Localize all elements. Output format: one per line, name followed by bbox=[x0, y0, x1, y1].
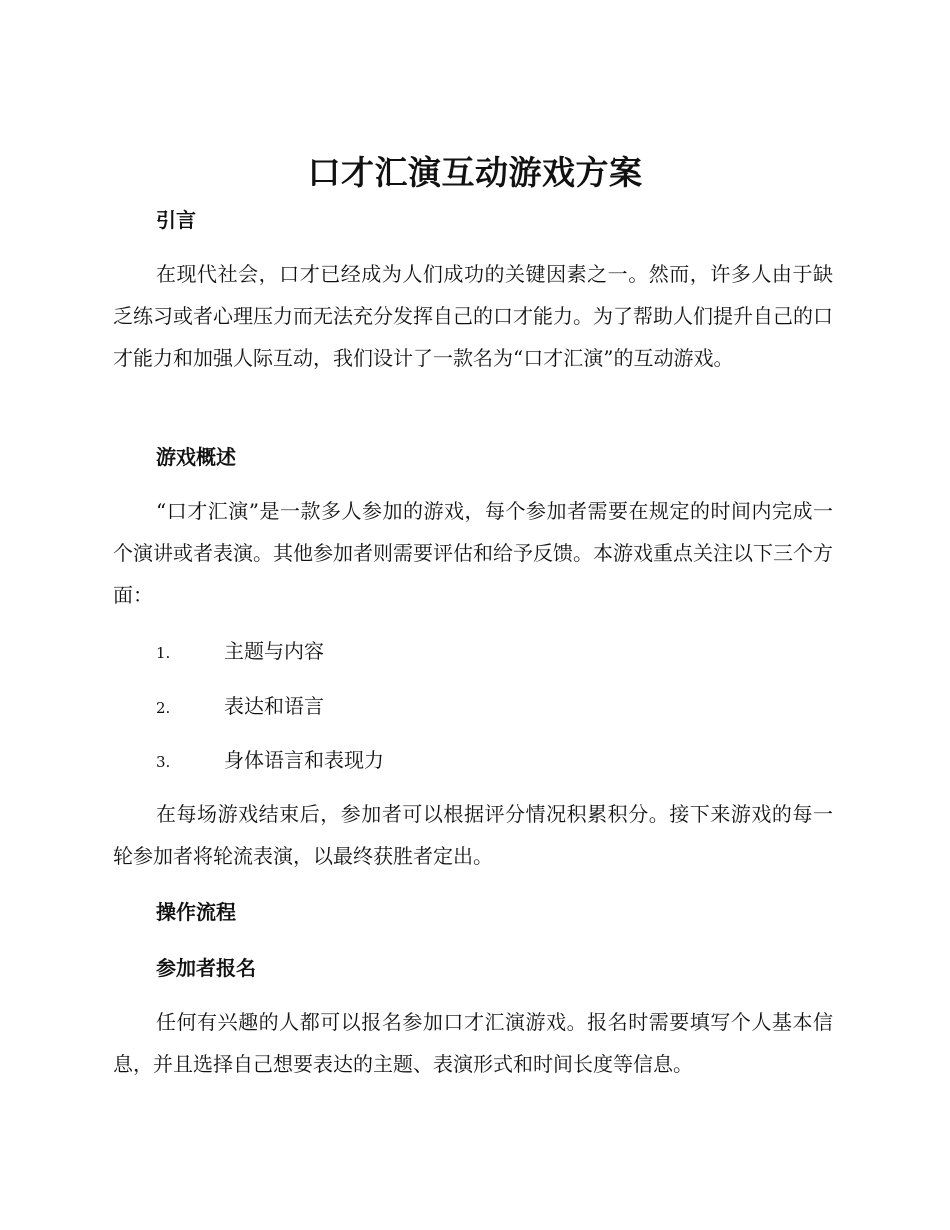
process-heading: 操作流程 bbox=[156, 900, 236, 924]
list-item bbox=[156, 692, 324, 722]
list-number: 2. bbox=[156, 699, 171, 717]
list-text: 表达和语言 bbox=[224, 694, 324, 718]
list-item bbox=[156, 637, 324, 667]
list-number: 1. bbox=[156, 644, 171, 662]
scoring-paragraph: 在每场游戏结束后，参加者可以根据评分情况积累积分。接下来游戏的每一轮参加者将轮流表演，以最终获胜者定出。 bbox=[113, 802, 833, 868]
overview-paragraph: “口才汇演”是一款多人参加的游戏，每个参加者需要在规定的时间内完成一个演讲或者表演。其他参加者则需要评估和给予反馈。本游戏重点关注以下三个方面： bbox=[113, 499, 833, 607]
intro-paragraph: 在现代社会，口才已经成为人们成功的关键因素之一。然而，许多人由于缺乏练习或者心理压力而无法充分发挥自己的口才能力。为了帮助人们提升自己的口才能力和加强人际互动，我们设计了一款名为“口才汇演”的互动游戏。 bbox=[113, 262, 833, 370]
document-title: 口才汇演互动游戏方案 bbox=[307, 153, 643, 192]
list-text: 身体语言和表现力 bbox=[224, 748, 384, 772]
signup-heading: 参加者报名 bbox=[156, 956, 256, 980]
overview-heading: 游戏概述 bbox=[156, 445, 236, 469]
list-item bbox=[156, 746, 384, 776]
list-text: 主题与内容 bbox=[224, 639, 324, 663]
signup-paragraph: 任何有兴趣的人都可以报名参加口才汇演游戏。报名时需要填写个人基本信息，并且选择自己想要表达的主题、表演形式和时间长度等信息。 bbox=[113, 1010, 833, 1076]
intro-heading: 引言 bbox=[156, 208, 196, 232]
list-number: 3. bbox=[156, 753, 171, 771]
